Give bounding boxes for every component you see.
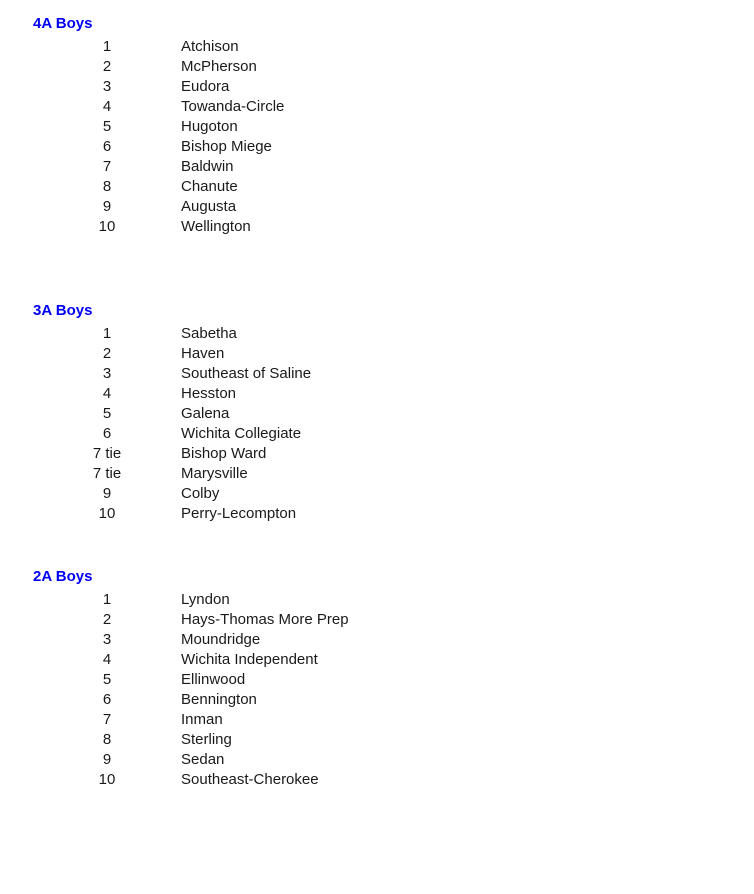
- ranking-row: [33, 464, 754, 484]
- ranking-list: [33, 324, 754, 524]
- ranking-row: [33, 610, 754, 630]
- team-name: Hays-Thomas More Prep: [181, 611, 349, 628]
- rank-number: 5: [102, 405, 112, 422]
- team-name: Sedan: [181, 751, 225, 768]
- ranking-row: [33, 137, 754, 157]
- ranking-row: [33, 770, 754, 790]
- ranking-row: [33, 344, 754, 364]
- rank-number: 2: [102, 345, 112, 362]
- rank-number: 5: [102, 118, 112, 135]
- ranking-row: [33, 444, 754, 464]
- team-name: Wellington: [181, 218, 251, 235]
- team-name: Sabetha: [181, 325, 237, 342]
- ranking-row: [33, 710, 754, 730]
- section-title: 4A Boys: [33, 15, 93, 32]
- rank-number: 10: [98, 505, 116, 522]
- ranking-row: [33, 217, 754, 237]
- ranking-row: [33, 670, 754, 690]
- team-name: Wichita Collegiate: [181, 425, 302, 442]
- ranking-list: [33, 37, 754, 237]
- rank-number: 4: [102, 651, 112, 668]
- ranking-row: [33, 57, 754, 77]
- team-name: Eudora: [181, 78, 230, 95]
- rank-number: 2: [102, 611, 112, 628]
- ranking-row: [33, 630, 754, 650]
- team-name: Baldwin: [181, 158, 234, 175]
- rank-number: 1: [102, 325, 112, 342]
- ranking-row: [33, 650, 754, 670]
- rank-number: 10: [98, 218, 116, 235]
- rank-number: 5: [102, 671, 112, 688]
- rank-number: 4: [102, 385, 112, 402]
- rank-number: 7: [102, 711, 112, 728]
- rank-number: 2: [102, 58, 112, 75]
- ranking-row: [33, 384, 754, 404]
- ranking-row: [33, 484, 754, 504]
- rank-number: 9: [102, 751, 112, 768]
- ranking-section: [33, 567, 754, 790]
- team-name: Lyndon: [181, 591, 230, 608]
- ranking-row: [33, 177, 754, 197]
- ranking-row: [33, 117, 754, 137]
- team-name: Sterling: [181, 731, 232, 748]
- rank-number: 8: [102, 731, 112, 748]
- team-name: Perry-Lecompton: [181, 505, 297, 522]
- team-name: Atchison: [181, 38, 239, 55]
- team-name: Colby: [181, 485, 220, 502]
- team-name: Bennington: [181, 691, 257, 708]
- ranking-row: [33, 730, 754, 750]
- team-name: Bishop Miege: [181, 138, 272, 155]
- ranking-row: [33, 37, 754, 57]
- ranking-row: [33, 197, 754, 217]
- rank-number: 7 tie: [92, 445, 122, 462]
- ranking-row: [33, 324, 754, 344]
- team-name: Augusta: [181, 198, 237, 215]
- ranking-row: [33, 504, 754, 524]
- team-name: Southeast-Cherokee: [181, 771, 319, 788]
- rank-number: 10: [98, 771, 116, 788]
- team-name: Hugoton: [181, 118, 238, 135]
- rank-number: 9: [102, 485, 112, 502]
- rank-number: 1: [102, 38, 112, 55]
- section-title: 3A Boys: [33, 302, 93, 319]
- rank-number: 6: [102, 691, 112, 708]
- rank-number: 3: [102, 631, 112, 648]
- rank-number: 3: [102, 365, 112, 382]
- team-name: Moundridge: [181, 631, 261, 648]
- rank-number: 6: [102, 425, 112, 442]
- team-name: Ellinwood: [181, 671, 246, 688]
- ranking-row: [33, 77, 754, 97]
- rank-number: 7: [102, 158, 112, 175]
- rank-number: 7 tie: [92, 465, 122, 482]
- team-name: Southeast of Saline: [181, 365, 312, 382]
- rank-number: 6: [102, 138, 112, 155]
- team-name: Haven: [181, 345, 225, 362]
- ranking-section: [33, 14, 754, 237]
- ranking-row: [33, 690, 754, 710]
- rank-number: 1: [102, 591, 112, 608]
- team-name: McPherson: [181, 58, 257, 75]
- rank-number: 4: [102, 98, 112, 115]
- rank-number: 8: [102, 178, 112, 195]
- rank-number: 3: [102, 78, 112, 95]
- ranking-row: [33, 97, 754, 117]
- ranking-row: [33, 750, 754, 770]
- ranking-row: [33, 157, 754, 177]
- rank-number: 9: [102, 198, 112, 215]
- team-name: Chanute: [181, 178, 238, 195]
- ranking-section: [33, 301, 754, 524]
- ranking-row: [33, 424, 754, 444]
- team-name: Marysville: [181, 465, 248, 482]
- ranking-list: [33, 590, 754, 790]
- team-name: Inman: [181, 711, 223, 728]
- team-name: Galena: [181, 405, 230, 422]
- section-title: 2A Boys: [33, 568, 93, 585]
- ranking-row: [33, 404, 754, 424]
- team-name: Towanda-Circle: [181, 98, 285, 115]
- ranking-row: [33, 364, 754, 384]
- team-name: Wichita Independent: [181, 651, 318, 668]
- team-name: Hesston: [181, 385, 237, 402]
- ranking-row: [33, 590, 754, 610]
- team-name: Bishop Ward: [181, 445, 267, 462]
